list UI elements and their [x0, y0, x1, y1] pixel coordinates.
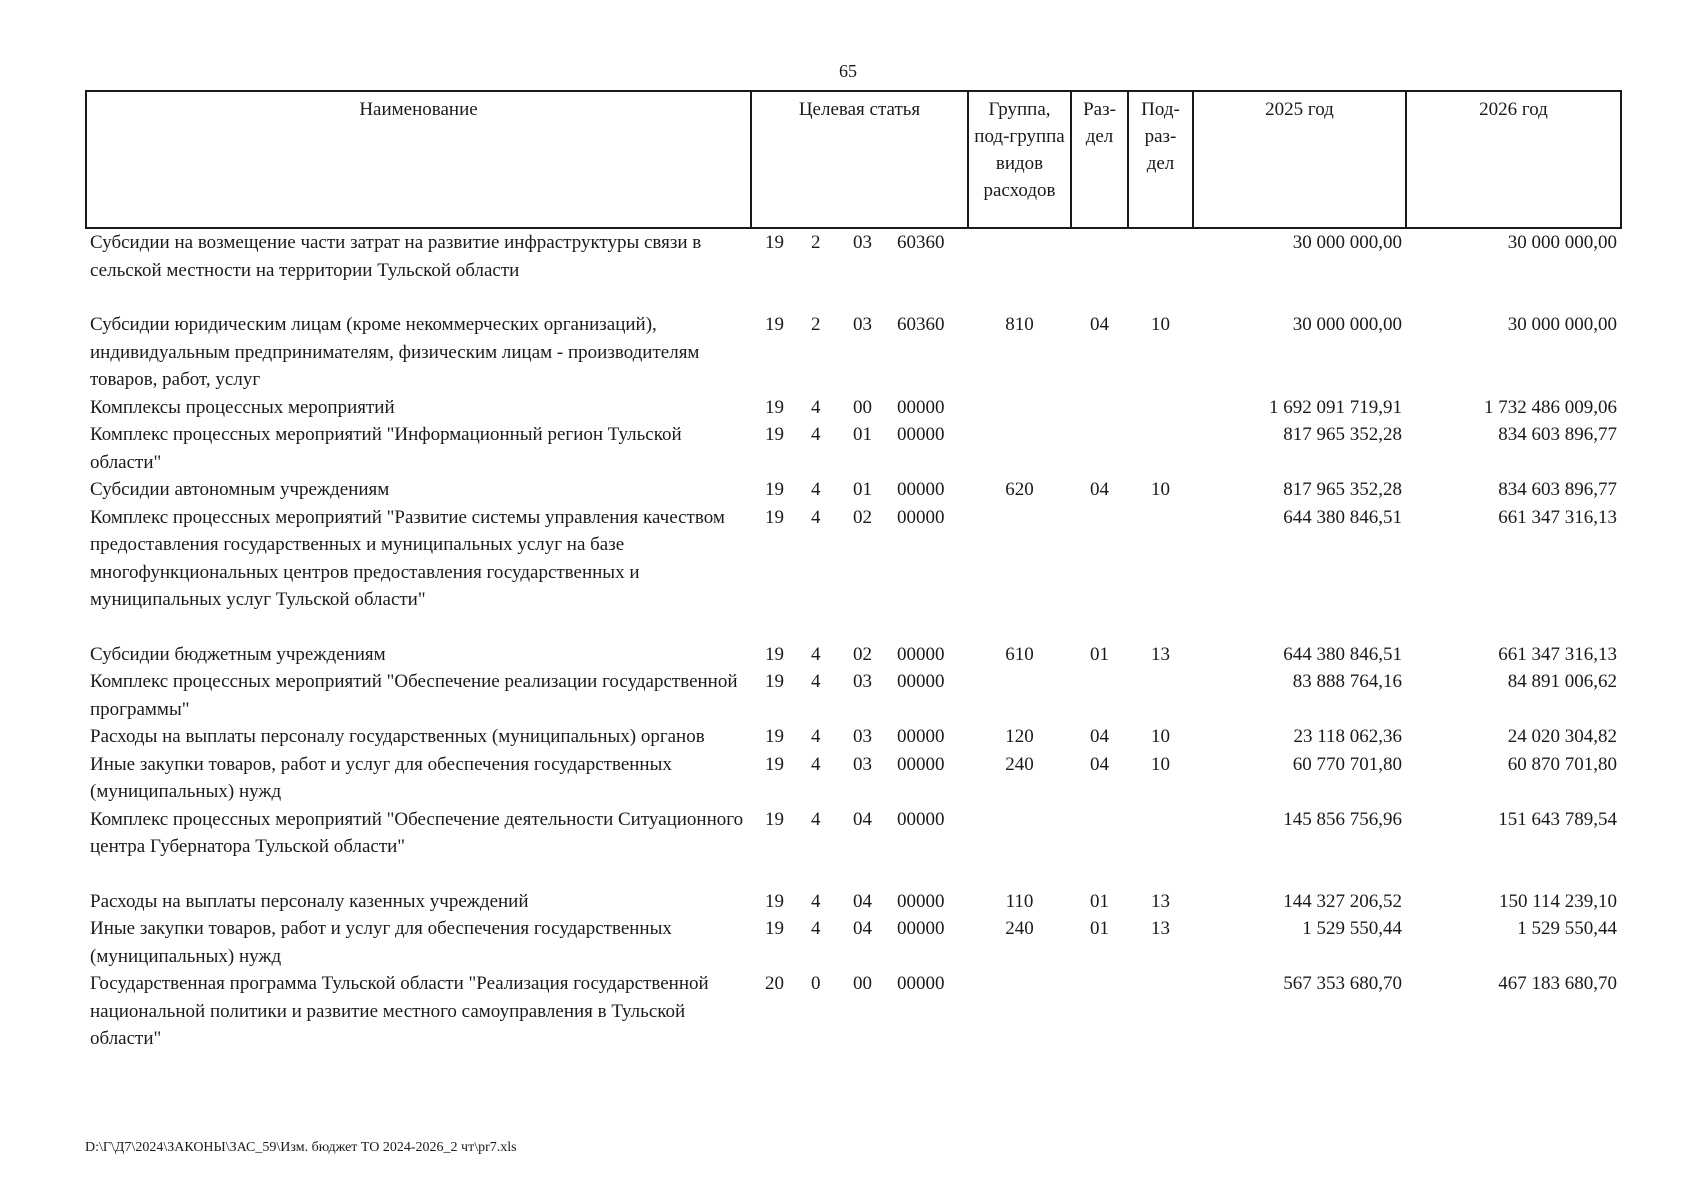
target-code-program: 19: [765, 232, 784, 253]
row-amount-2025: 1 529 550,44: [1302, 918, 1402, 939]
table-row: [86, 394, 1621, 422]
row-group: [968, 421, 1071, 476]
row-target-article: [751, 421, 968, 476]
target-code-event: 03: [853, 232, 872, 253]
target-code-subprogram: 4: [811, 643, 821, 665]
target-code-program: 19: [765, 726, 784, 747]
header-target-article: Целевая статья: [751, 91, 968, 228]
target-code-event: 04: [853, 918, 872, 939]
row-name: Расходы на выплаты персоналу государственных (муниципальных) органов: [90, 726, 705, 747]
target-code-direction: 00000: [897, 726, 945, 747]
target-code-subprogram: 4: [811, 918, 821, 939]
row-subsection: 10: [1151, 314, 1170, 335]
table-row: [86, 668, 1621, 723]
row-amount-2026: 151 643 789,54: [1498, 808, 1617, 830]
target-code-subprogram: 4: [811, 479, 821, 500]
target-code-program: 19: [765, 396, 784, 418]
target-code-program: 19: [765, 314, 784, 335]
row-amount-2026: 834 603 896,77: [1498, 424, 1617, 445]
row-target-article: [751, 504, 968, 641]
target-code-subprogram: 4: [811, 424, 821, 445]
row-name: Государственная программа Тульской области "Реализация государственной национальной политики и развитие местного самоуправления в Тульской области": [90, 973, 709, 1049]
row-subsection: [1128, 228, 1193, 311]
target-code-program: 19: [765, 424, 784, 445]
page-number: 65: [839, 61, 857, 81]
target-code-subprogram: 4: [811, 671, 821, 692]
table-row: [86, 723, 1621, 751]
row-amount-2026: 30 000 000,00: [1507, 232, 1617, 253]
target-code-program: 19: [765, 753, 784, 775]
row-section: [1071, 504, 1128, 641]
row-target-article: [751, 915, 968, 970]
row-amount-2026: 661 347 316,13: [1498, 506, 1617, 528]
table-row: [86, 888, 1621, 916]
row-subsection: [1128, 970, 1193, 1053]
row-amount-2025: 1 692 091 719,91: [1269, 396, 1402, 418]
row-amount-2026: 834 603 896,77: [1498, 479, 1617, 500]
target-code-event: 02: [853, 643, 872, 665]
target-code-event: 00: [853, 396, 872, 418]
row-amount-2025: 145 856 756,96: [1283, 808, 1402, 830]
table-row: [86, 476, 1621, 504]
row-subsection: [1128, 421, 1193, 476]
row-subsection: 13: [1151, 890, 1170, 912]
row-section: 01: [1090, 643, 1109, 665]
file-path-footer: D:\Г\Д7\2024\ЗАКОНЫ\ЗАС_59\Изм. бюджет ТО 2024-2026_2 чт\pr7.xls: [85, 1140, 517, 1155]
target-code-event: 04: [853, 808, 872, 830]
row-group: [968, 806, 1071, 888]
row-section: 04: [1090, 753, 1109, 775]
target-code-subprogram: 4: [811, 726, 821, 747]
row-group: [968, 668, 1071, 723]
target-code-subprogram: 2: [811, 232, 821, 253]
row-section: [1071, 421, 1128, 476]
row-amount-2026: 1 529 550,44: [1517, 918, 1617, 939]
target-code-direction: 00000: [897, 479, 945, 500]
row-section: [1071, 806, 1128, 888]
target-code-direction: 60360: [897, 314, 945, 335]
target-code-program: 19: [765, 890, 784, 912]
header-expense-group: Группа, под-группа видов расходов: [968, 91, 1071, 228]
target-code-direction: 00000: [897, 643, 945, 665]
row-section: [1071, 228, 1128, 311]
row-amount-2025: 817 965 352,28: [1283, 424, 1402, 445]
row-name: Иные закупки товаров, работ и услуг для обеспечения государственных (муниципальных) нужд: [90, 753, 672, 802]
row-name: Комплекс процессных мероприятий "Обеспечение деятельности Ситуационного центра Губернатора Тульской области": [90, 808, 744, 857]
row-amount-2026: 60 870 701,80: [1507, 753, 1617, 775]
row-target-article: [751, 888, 968, 916]
row-group: 610: [1005, 643, 1034, 665]
target-code-direction: 00000: [897, 424, 945, 445]
row-section: 01: [1090, 890, 1109, 912]
table-row: [86, 751, 1621, 806]
row-target-article: [751, 228, 968, 311]
target-code-event: 03: [853, 314, 872, 335]
row-target-article: [751, 476, 968, 504]
target-code-program: 19: [765, 671, 784, 692]
row-amount-2026: 84 891 006,62: [1507, 671, 1617, 692]
row-amount-2025: 144 327 206,52: [1283, 890, 1402, 912]
row-target-article: [751, 311, 968, 394]
row-subsection: 13: [1151, 643, 1170, 665]
target-code-direction: 00000: [897, 753, 945, 775]
row-amount-2025: 23 118 062,36: [1293, 726, 1402, 747]
row-name: Комплексы процессных мероприятий: [90, 396, 395, 418]
row-amount-2025: 30 000 000,00: [1292, 314, 1402, 335]
target-code-direction: 00000: [897, 808, 945, 830]
row-name: Субсидии бюджетным учреждениям: [90, 643, 386, 665]
target-code-event: 01: [853, 479, 872, 500]
header-subsection: Под-раз-дел: [1128, 91, 1193, 228]
target-code-event: 03: [853, 671, 872, 692]
target-code-direction: 00000: [897, 671, 945, 692]
row-amount-2025: 567 353 680,70: [1283, 973, 1402, 994]
row-group: 810: [1005, 314, 1034, 335]
row-group: 110: [1005, 890, 1034, 912]
target-code-program: 20: [765, 973, 784, 994]
row-section: 01: [1090, 918, 1109, 939]
target-code-program: 19: [765, 506, 784, 528]
table-header-row: [86, 91, 1621, 228]
row-amount-2025: 83 888 764,16: [1292, 671, 1402, 692]
table-row: [86, 970, 1621, 1053]
target-code-event: 04: [853, 890, 872, 912]
header-2025: 2025 год: [1193, 91, 1406, 228]
row-section: 04: [1090, 726, 1109, 747]
target-code-subprogram: 2: [811, 314, 821, 335]
row-group: [968, 228, 1071, 311]
row-target-article: [751, 723, 968, 751]
row-amount-2025: 644 380 846,51: [1283, 643, 1402, 665]
target-code-event: 03: [853, 726, 872, 747]
target-code-subprogram: 4: [811, 753, 821, 775]
row-name: Расходы на выплаты персоналу казенных учреждений: [90, 890, 529, 912]
target-code-subprogram: 4: [811, 506, 821, 528]
target-code-direction: 00000: [897, 506, 945, 528]
row-subsection: 10: [1151, 726, 1170, 747]
row-amount-2025: 60 770 701,80: [1292, 753, 1402, 775]
row-amount-2026: 467 183 680,70: [1498, 973, 1617, 994]
target-code-direction: 00000: [897, 973, 945, 994]
row-amount-2025: 30 000 000,00: [1292, 232, 1402, 253]
row-amount-2026: 1 732 486 009,06: [1484, 396, 1617, 418]
target-code-subprogram: 4: [811, 808, 821, 830]
row-name: Иные закупки товаров, работ и услуг для обеспечения государственных (муниципальных) нужд: [90, 918, 672, 967]
target-code-program: 19: [765, 479, 784, 500]
row-amount-2026: 30 000 000,00: [1507, 314, 1617, 335]
row-group: [968, 394, 1071, 422]
row-target-article: [751, 751, 968, 806]
target-code-direction: 00000: [897, 918, 945, 939]
row-name: Комплекс процессных мероприятий "Информационный регион Тульской области": [90, 424, 682, 473]
row-group: 120: [1005, 726, 1034, 747]
row-section: [1071, 668, 1128, 723]
row-amount-2025: 644 380 846,51: [1283, 506, 1402, 528]
target-code-direction: 00000: [897, 396, 945, 418]
row-amount-2026: 150 114 239,10: [1498, 890, 1617, 912]
target-code-event: 03: [853, 753, 872, 775]
row-subsection: 10: [1151, 479, 1170, 500]
row-target-article: [751, 970, 968, 1053]
row-name: Комплекс процессных мероприятий "Обеспечение реализации государственной программы": [90, 671, 738, 720]
row-name: Субсидии на возмещение части затрат на развитие инфраструктуры связи в сельской местности на территории Тульской области: [90, 232, 702, 281]
target-code-subprogram: 4: [811, 890, 821, 912]
table-row: [86, 504, 1621, 641]
target-code-program: 19: [765, 918, 784, 939]
row-group: 240: [1005, 918, 1034, 939]
row-amount-2026: 24 020 304,82: [1507, 726, 1617, 747]
table-row: [86, 421, 1621, 476]
row-subsection: [1128, 504, 1193, 641]
row-target-article: [751, 668, 968, 723]
row-section: 04: [1090, 314, 1109, 335]
row-target-article: [751, 806, 968, 888]
row-amount-2025: 817 965 352,28: [1283, 479, 1402, 500]
row-subsection: 10: [1151, 753, 1170, 775]
row-name: Субсидии юридическим лицам (кроме некоммерческих организаций), индивидуальным предпринимателям, физическим лицам - производителям товаров, работ, услуг: [90, 314, 700, 390]
table-row: [86, 228, 1621, 311]
target-code-subprogram: 0: [811, 973, 821, 994]
row-group: 240: [1005, 753, 1034, 775]
header-name: Наименование: [86, 91, 751, 228]
row-subsection: [1128, 806, 1193, 888]
row-name: Комплекс процессных мероприятий "Развитие системы управления качеством предоставления государственных и муниципальных услуг на базе многофункциональных центров предоставления государственных и муниципальных услуг Тульской области": [90, 506, 725, 610]
target-code-direction: 60360: [897, 232, 945, 253]
header-section: Раз-дел: [1071, 91, 1128, 228]
row-name: Субсидии автономным учреждениям: [90, 479, 390, 500]
row-section: [1071, 394, 1128, 422]
target-code-event: 02: [853, 506, 872, 528]
row-amount-2026: 661 347 316,13: [1498, 643, 1617, 665]
row-group: [968, 504, 1071, 641]
row-subsection: 13: [1151, 918, 1170, 939]
row-target-article: [751, 394, 968, 422]
row-group: [968, 970, 1071, 1053]
table-row: [86, 806, 1621, 888]
budget-table: [85, 90, 1622, 1053]
table-row: [86, 641, 1621, 669]
row-group: 620: [1005, 479, 1034, 500]
table-row: [86, 311, 1621, 394]
header-2026: 2026 год: [1406, 91, 1621, 228]
target-code-subprogram: 4: [811, 396, 821, 418]
target-code-program: 19: [765, 808, 784, 830]
target-code-direction: 00000: [897, 890, 945, 912]
row-section: [1071, 970, 1128, 1053]
target-code-event: 00: [853, 973, 872, 994]
target-code-program: 19: [765, 643, 784, 665]
target-code-event: 01: [853, 424, 872, 445]
table-row: [86, 915, 1621, 970]
row-target-article: [751, 641, 968, 669]
row-subsection: [1128, 394, 1193, 422]
row-section: 04: [1090, 479, 1109, 500]
row-subsection: [1128, 668, 1193, 723]
